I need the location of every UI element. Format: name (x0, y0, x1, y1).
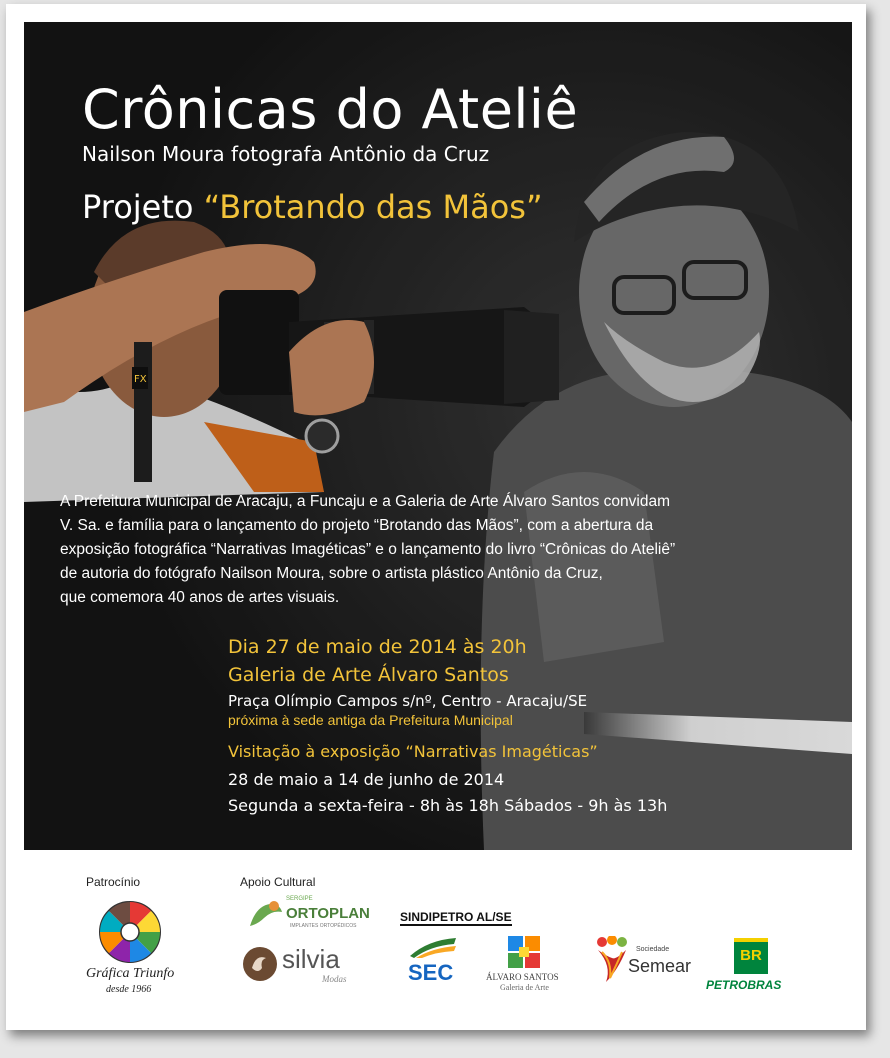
semear-name: Semear (628, 956, 692, 976)
project-line (82, 188, 543, 226)
camera-badge: FX (134, 374, 147, 385)
invitation-line: exposição fotográfica “Narrativas Imagéticas” e o lançamento do livro “Crônicas do Ateliê” (60, 541, 676, 558)
sec-name: SEC (408, 960, 454, 985)
ortoplan-name: ORTOPLAN (286, 905, 370, 922)
ortoplan-tagline: IMPLANTES ORTOPÉDICOS (290, 923, 357, 929)
silvia-sub: Modas (322, 974, 347, 984)
sindipetro-logo: SINDIPETRO AL/SE (400, 910, 512, 924)
grafica-triunfo-logo (98, 900, 162, 964)
poster (24, 22, 852, 850)
ortoplan-icon (246, 898, 286, 934)
invitation-text (60, 490, 840, 610)
semear-small: Sociedade (636, 946, 670, 953)
event-date: Dia 27 de maio de 2014 às 20h (228, 636, 527, 658)
silvia-icon (242, 946, 278, 982)
invitation-line: A Prefeitura Municipal de Aracaju, a Funcaju e a Galeria de Arte Álvaro Santos convidam (60, 493, 671, 510)
project-prefix: Projeto (82, 188, 204, 226)
alvaro-santos-name: ÁLVARO SANTOS (486, 972, 559, 982)
visitation-title: Visitação à exposição “Narrativas Imagéticas” (228, 742, 598, 761)
event-venue: Galeria de Arte Álvaro Santos (228, 664, 509, 686)
event-address: Praça Olímpio Campos s/nº, Centro - Aracaju/SE (228, 692, 588, 710)
invitation-line: que comemora 40 anos de artes visuais. (60, 589, 340, 606)
petrobras-name: PETROBRAS (706, 978, 782, 992)
poster-title: Crônicas do Ateliê (82, 78, 579, 141)
silvia-name: silvia (282, 944, 340, 974)
patrocinio-label: Patrocínio (86, 875, 141, 889)
address-note: próxima à sede antiga da Prefeitura Municipal (228, 712, 513, 728)
visitation-period: 28 de maio a 14 de junho de 2014 (228, 770, 505, 789)
br-text: BR (740, 947, 762, 964)
invitation-line: V. Sa. e família para o lançamento do projeto “Brotando das Mãos”, com a abertura da (60, 517, 654, 534)
semear-icon (594, 936, 630, 984)
grafica-triunfo-name: Gráfica Triunfo (86, 966, 175, 981)
sec-icon (408, 936, 458, 958)
alvaro-santos-sub: Galeria de Arte (500, 983, 549, 992)
invitation-line: de autoria do fotógrafo Nailson Moura, sobre o artista plástico Antônio da Cruz, (60, 565, 603, 582)
alvaro-santos-icon (508, 936, 540, 968)
grafica-triunfo-since: desde 1966 (106, 984, 152, 995)
project-name: “Brotando das Mãos” (203, 188, 543, 226)
apoio-cultural-label: Apoio Cultural (240, 875, 316, 889)
br-logo (734, 938, 768, 974)
poster-subtitle: Nailson Moura fotografa Antônio da Cruz (82, 142, 490, 166)
visitation-hours: Segunda a sexta-feira - 8h às 18h Sábados - 9h às 13h (228, 796, 668, 815)
ortoplan-region: SERGIPE (286, 896, 313, 902)
